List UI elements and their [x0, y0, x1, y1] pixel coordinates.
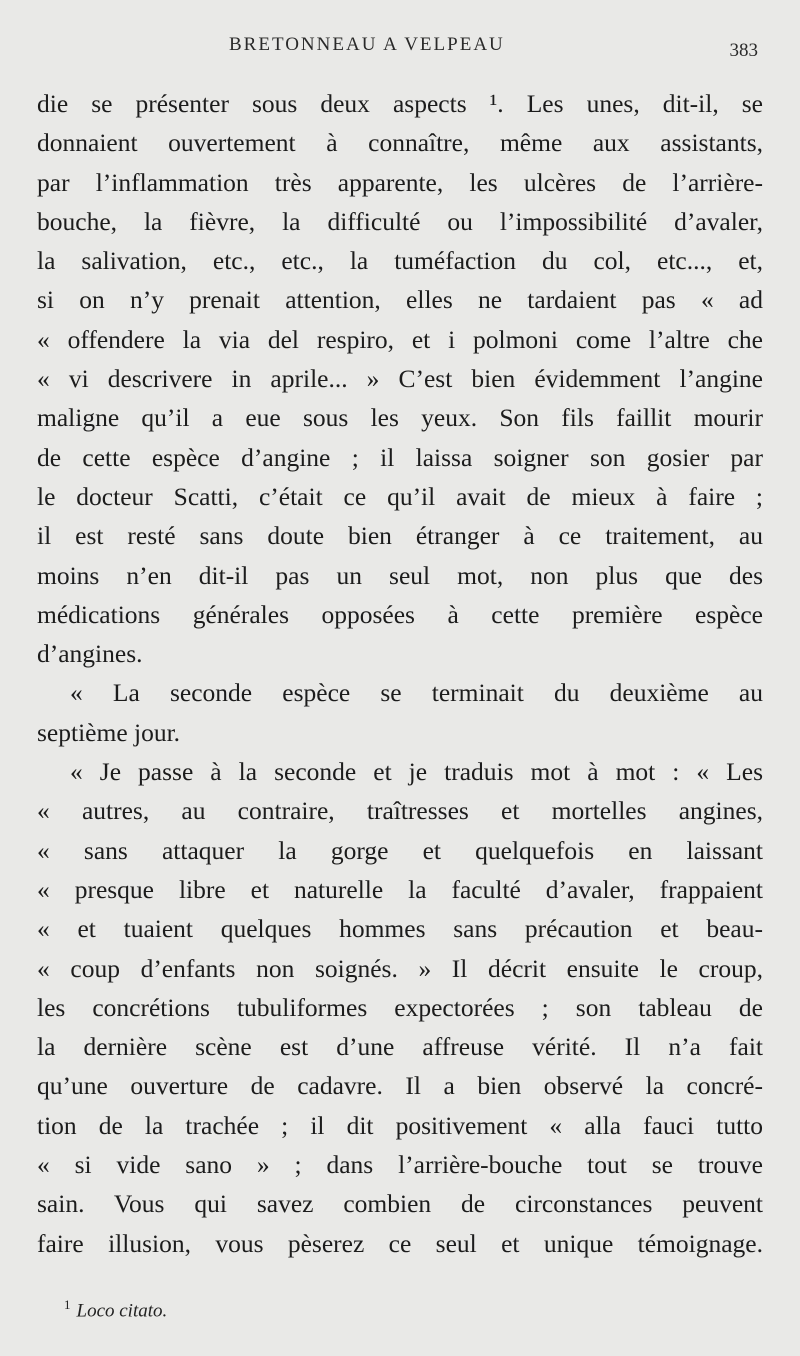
footnote-mark: 1 — [64, 1297, 71, 1312]
text-line: septième jour. — [37, 717, 181, 747]
text-line: « coup d’enfants non soignés. » Il décrit ensuite le croup, — [37, 953, 763, 983]
text-line: médications générales opposées à cette première espèce — [37, 599, 763, 629]
text-line: « presque libre et naturelle la faculté d’avaler, frappaient — [37, 874, 763, 904]
page-number: 383 — [729, 40, 758, 61]
text-line: la dernière scène est d’une affreuse vérité. Il n’a fait — [37, 1032, 763, 1062]
footnote — [64, 1297, 167, 1322]
text-line: tion de la trachée ; il dit positivement « alla fauci tutto — [37, 1110, 763, 1140]
text-line: moins n’en dit-il pas un seul mot, non plus que des — [37, 560, 763, 590]
text-line: « autres, au contraire, traîtresses et mortelles angines, — [37, 796, 763, 826]
text-line: de cette espèce d’angine ; il laissa soigner son gosier par — [37, 442, 763, 472]
text-line: bouche, la fièvre, la difficulté ou l’impossibilité d’avaler, — [37, 206, 763, 236]
text-line: maligne qu’il a eue sous les yeux. Son fils faillit mourir — [37, 403, 763, 433]
text-line: d’angines. — [37, 639, 143, 669]
text-line: la salivation, etc., etc., la tuméfaction du col, etc..., et, — [37, 246, 763, 276]
text-line: qu’une ouverture de cadavre. Il a bien observé la concré- — [37, 1071, 763, 1101]
text-line: « La seconde espèce se terminait du deuxième au — [70, 678, 763, 708]
text-line: le docteur Scatti, c’était ce qu’il avait de mieux à faire ; — [37, 481, 763, 511]
running-head — [0, 34, 800, 64]
text-line: sain. Vous qui savez combien de circonstances peuvent — [37, 1189, 763, 1219]
text-line: si on n’y prenait attention, elles ne tardaient pas « ad — [37, 285, 763, 315]
text-line: « Je passe à la seconde et je traduis mot à mot : « Les — [70, 757, 763, 787]
text-line: die se présenter sous deux aspects ¹. Les unes, dit-il, se — [37, 89, 763, 118]
text-line: par l’inflammation très apparente, les ulcères de l’arrière- — [37, 167, 763, 197]
text-line: « et tuaient quelques hommes sans précaution et beau- — [37, 914, 763, 944]
running-title: BRETONNEAU A VELPEAU — [229, 34, 505, 55]
text-line: « offendere la via del respiro, et i polmoni come l’altre che — [37, 324, 763, 354]
footnote-text: Loco citato. — [76, 1300, 168, 1322]
text-line: « sans attaquer la gorge et quelquefois en laissant — [37, 835, 763, 865]
text-line: donnaient ouvertement à connaître, même aux assistants, — [37, 128, 763, 158]
text-line: les concrétions tubuliformes expectorées ; son tableau de — [37, 992, 763, 1022]
text-line: faire illusion, vous pèserez ce seul et unique témoignage. — [37, 1228, 763, 1258]
body-text — [37, 84, 763, 1263]
text-line: « vi descrivere in aprile... » C’est bien évidemment l’angine — [37, 364, 763, 394]
text-line: il est resté sans doute bien étranger à ce traitement, au — [37, 521, 763, 551]
text-line: « si vide sano » ; dans l’arrière-bouche tout se trouve — [37, 1150, 763, 1180]
